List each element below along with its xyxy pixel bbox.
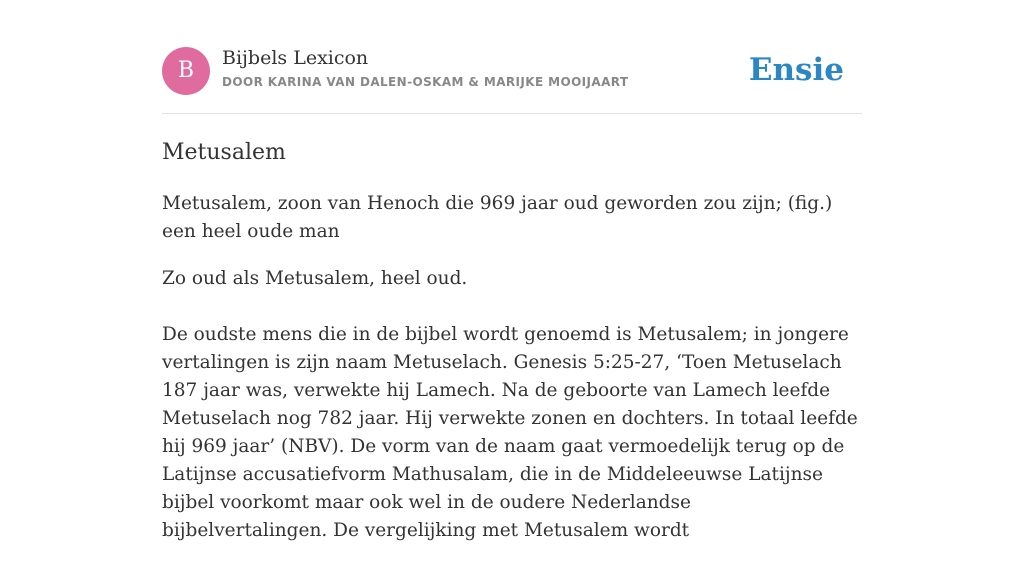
ensie-logo[interactable]: Ensie xyxy=(748,52,844,88)
book-title-link[interactable]: Bijbels Lexicon xyxy=(222,47,369,69)
book-authors: DOOR KARINA VAN DALEN-OSKAM & MARIJKE MOOIJAART xyxy=(222,75,629,89)
entry-title: Metusalem xyxy=(162,140,286,165)
book-avatar[interactable]: B xyxy=(162,47,210,95)
book-header xyxy=(162,46,862,96)
entry-definition: Metusalem, zoon van Henoch die 969 jaar oud geworden zou zijn; (fig.) een heel oude man xyxy=(162,193,833,242)
body-paragraph: De oudste mens die in de bijbel wordt genoemd is Metusalem; in jongere vertalingen is zijn naam Metuselach. Genesis 5:25-27, ‘Toen Metuselach 187 jaar was, verwekte hij Lamech. Na de geboorte van Lamech leefde Metuselach nog 782 jaar. Hij verwekte zonen en dochters. In totaal leefde hij 969 jaar’ (NBV). De vorm van de naam gaat vermoedelijk terug op de Latijnse accusatiefvorm Mathusalam, die in de Middeleeuwse Latijnse bijbel voorkomt maar ook wel in de oudere Nederlandse bijbelvertalingen. De vergelijking met Metusalem wordt xyxy=(162,324,858,541)
header-divider xyxy=(162,113,862,114)
body-paragraph: Zo oud als Metusalem, heel oud. xyxy=(162,268,468,289)
entry-page xyxy=(162,0,862,541)
entry-body xyxy=(162,265,862,573)
